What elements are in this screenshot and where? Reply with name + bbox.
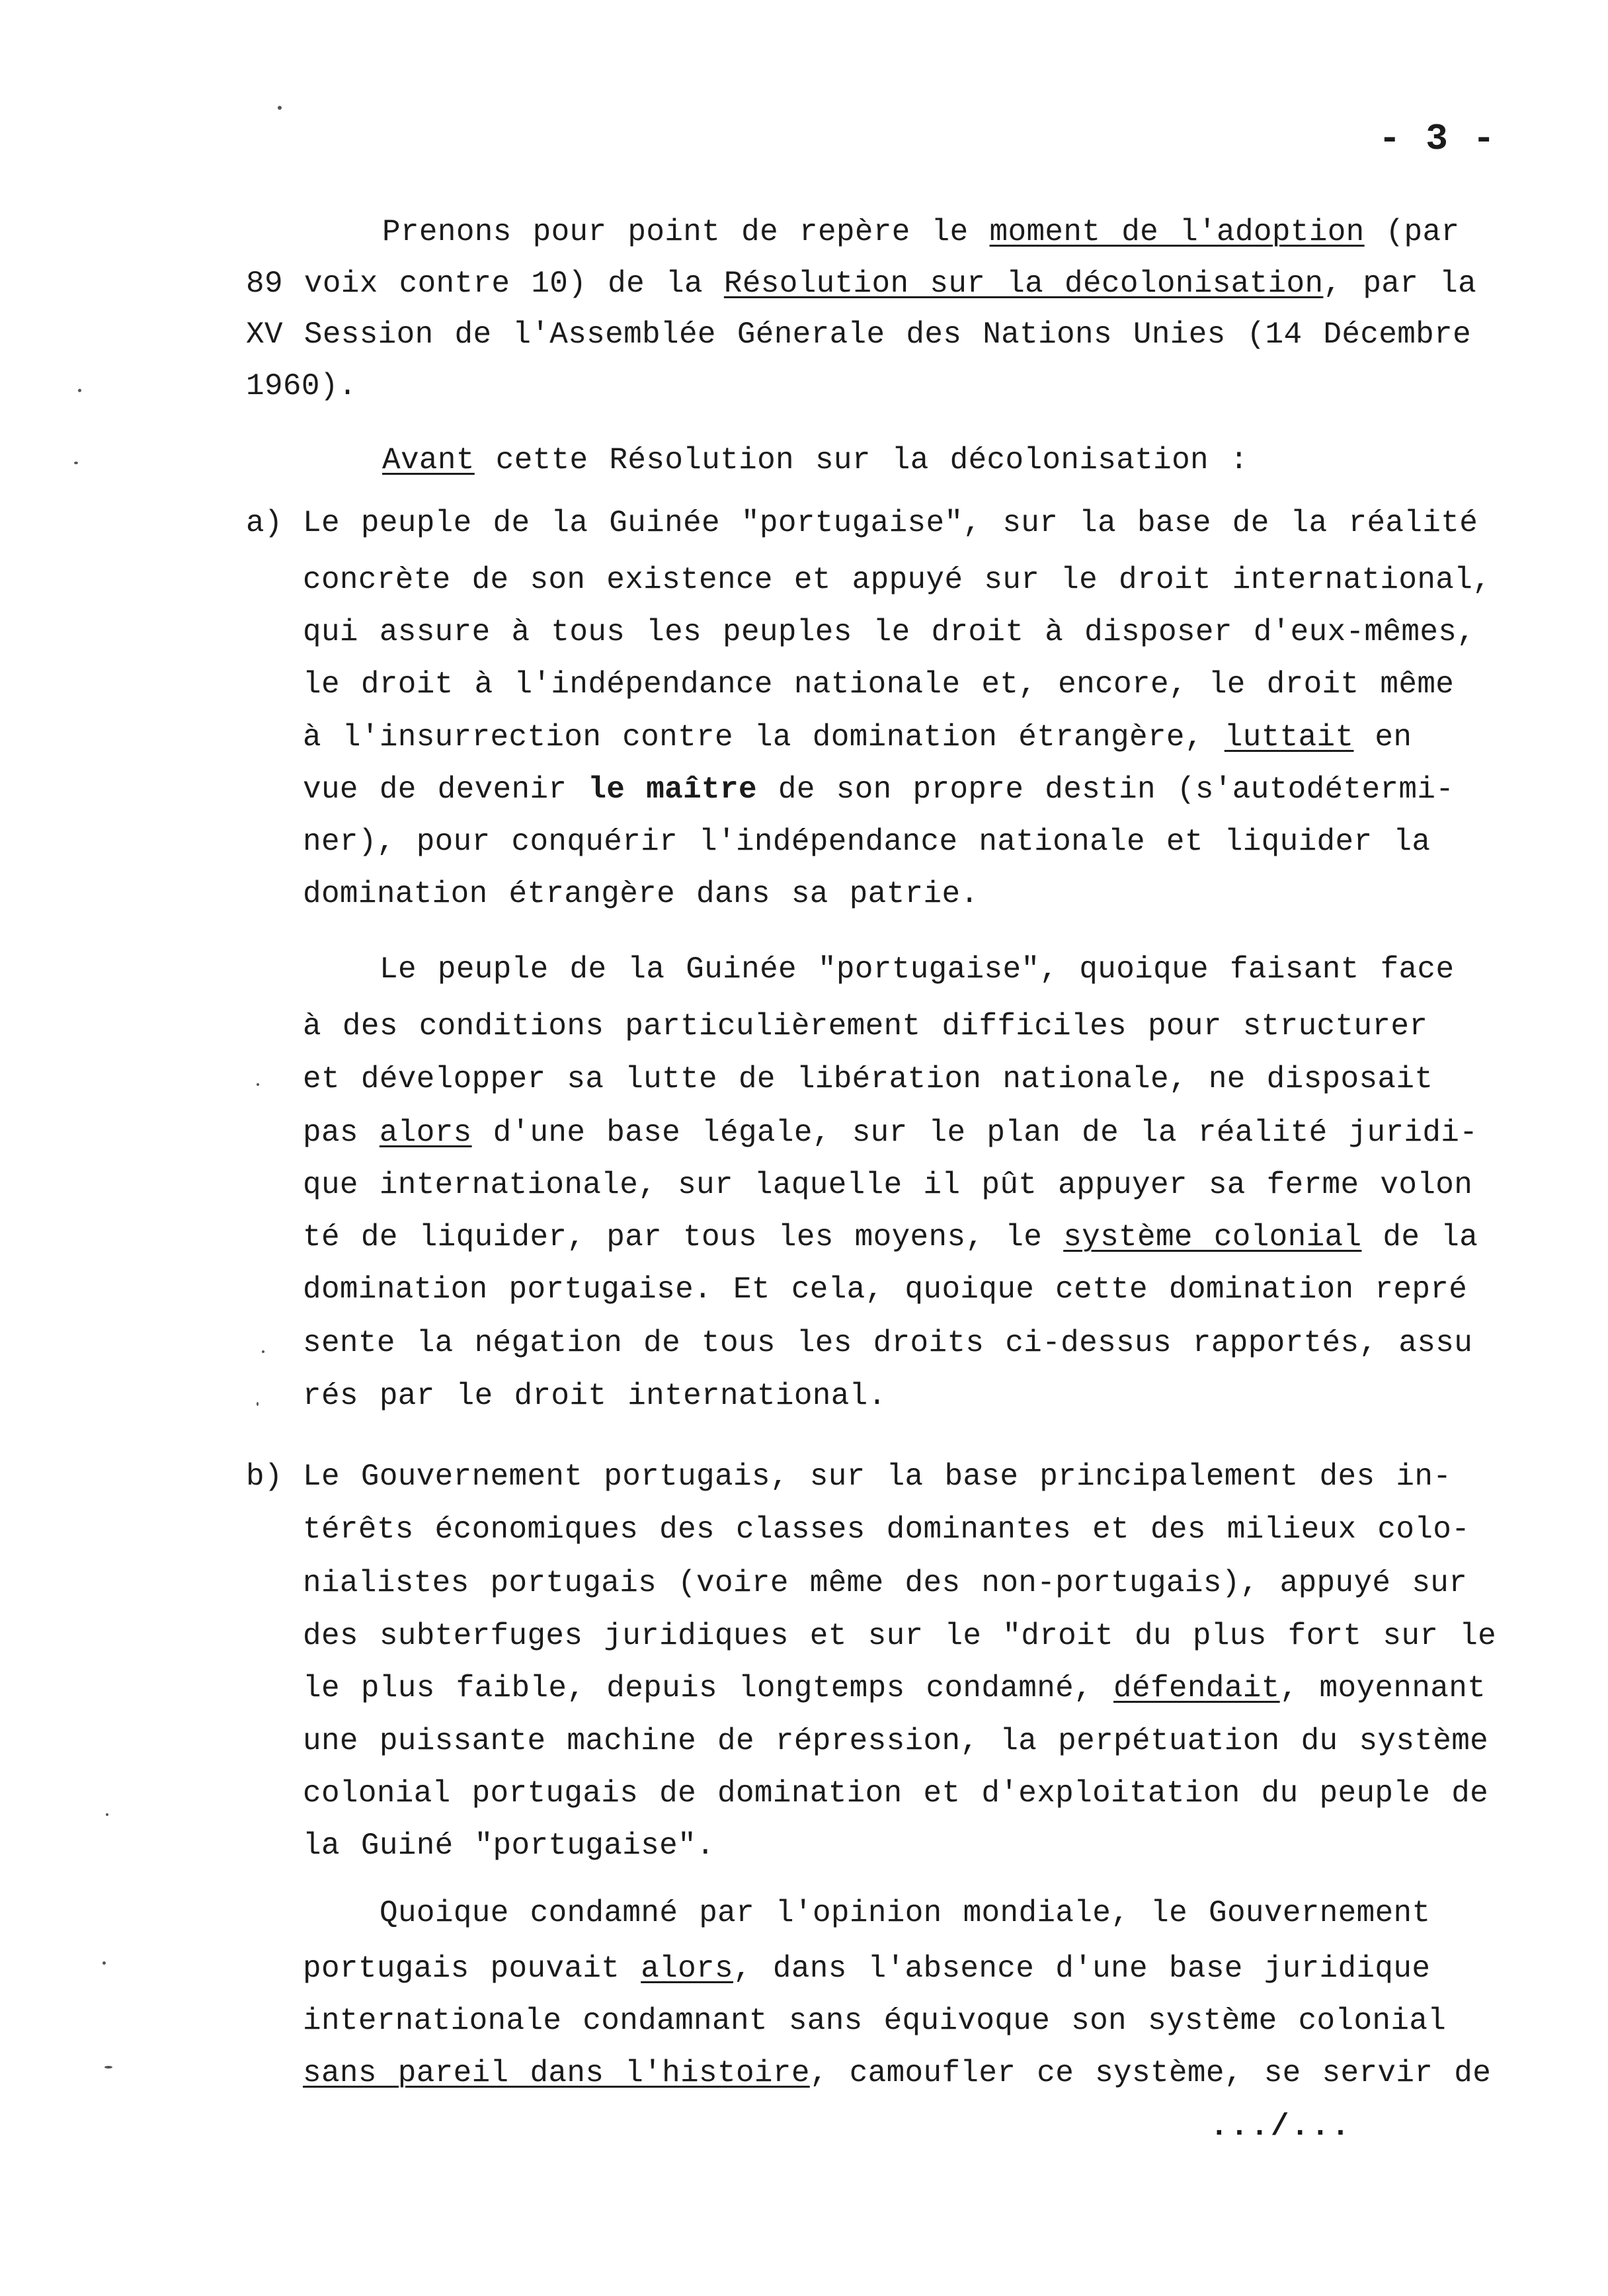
scan-speck <box>262 1350 264 1353</box>
underlined-alors-2: alors <box>641 1951 733 1986</box>
underlined-sans-pareil: sans pareil dans l'histoire <box>303 2056 810 2090</box>
underlined-avant: Avant <box>382 443 475 477</box>
para-a2-line-6: té de liquider, par tous les moyens, le système colonial de la <box>303 1220 1478 1254</box>
scan-speck <box>257 1083 259 1086</box>
item-b-line-1: Le Gouvernement portugais, sur la base principalement des in- <box>303 1459 1452 1494</box>
item-a-label: a) <box>246 506 283 540</box>
scan-speck <box>102 1961 106 1965</box>
item-a-line-5: à l'insurrection contre la domination étrangère, luttait en <box>303 720 1412 755</box>
item-b-line-8: la Guiné "portugaise". <box>303 1828 715 1863</box>
item-a-line-1: Le peuple de la Guinée "portugaise", sur la base de la réalité <box>303 506 1478 540</box>
para-b2-line-3: internationale condamnant sans équivoque son système colonial <box>303 2004 1447 2038</box>
para-a2-line-9: rés par le droit international. <box>303 1379 887 1413</box>
item-a-line-8: domination étrangère dans sa patrie. <box>303 877 979 911</box>
scan-speck <box>106 1813 108 1816</box>
item-b-line-2: térêts économiques des classes dominantes et des milieux colo- <box>303 1512 1470 1547</box>
underlined-luttait: luttait <box>1224 720 1354 755</box>
item-a-line-2: concrète de son existence et appuyé sur le droit international, <box>303 563 1492 597</box>
para-a2-line-7: domination portugaise. Et cela, quoique cette domination repré <box>303 1272 1468 1307</box>
para-a2-line-5: que internationale, sur laquelle il pût appuyer sa ferme volon <box>303 1168 1473 1202</box>
para-a2-line-3: et développer sa lutte de libération nationale, ne disposait <box>303 1062 1433 1096</box>
intro-line-2: 89 voix contre 10) de la Résolution sur la décolonisation, par la <box>246 266 1477 301</box>
scan-speck <box>104 2066 112 2069</box>
continuation-mark: .../... <box>1210 2110 1352 2144</box>
para-a2-line-8: sente la négation de tous les droits ci-dessus rapportés, assu <box>303 1326 1473 1360</box>
intro-line-1: Prenons pour point de repère le moment de l'adoption (par <box>382 215 1460 249</box>
underlined-resolution-title: Résolution sur la décolonisation <box>723 266 1324 301</box>
item-a-line-6: vue de devenir le maître de son propre destin (s'autodétermi- <box>303 772 1455 807</box>
para-b2-line-2: portugais pouvait alors, dans l'absence d'une base juridique <box>303 1951 1431 1986</box>
item-b-line-3: nialistes portugais (voire même des non-portugais), appuyé sur <box>303 1566 1468 1600</box>
para-a2-line-1: Le peuple de la Guinée "portugaise", quoique faisant face <box>380 952 1455 987</box>
intro-line-3: XV Session de l'Assemblée Génerale des Nations Unies (14 Décembre <box>246 317 1472 352</box>
item-b-line-4: des subterfuges juridiques et sur le "droit du plus fort sur le <box>303 1619 1497 1653</box>
underlined-alors: alors <box>379 1116 472 1150</box>
underlined-defendait: défendait <box>1113 1671 1280 1705</box>
para-a2-line-4: pas alors d'une base légale, sur le plan de la réalité juridi- <box>303 1116 1478 1150</box>
intro-line-4: 1960). <box>246 369 357 403</box>
scan-speck <box>257 1402 259 1406</box>
page-number: - 3 - <box>1379 118 1497 160</box>
underlined-systeme-colonial: système colonial <box>1063 1220 1362 1254</box>
underlined-moment-adoption: moment de l'adoption <box>989 215 1365 249</box>
item-a-line-3: qui assure à tous les peuples le droit à disposer d'eux-mêmes, <box>303 615 1476 649</box>
scan-speck <box>74 462 78 464</box>
item-b-line-7: colonial portugais de domination et d'exploitation du peuple de <box>303 1776 1489 1811</box>
scan-speck <box>78 389 81 392</box>
bold-le-maitre: le maître <box>588 772 757 807</box>
item-b-line-5: le plus faible, depuis longtemps condamné, défendait, moyennant <box>303 1671 1486 1705</box>
item-b-label: b) <box>246 1459 283 1494</box>
para-b2-line-4: sans pareil dans l'histoire, camoufler ce système, se servir de <box>303 2056 1492 2090</box>
para-b2-line-1: Quoique condamné par l'opinion mondiale, le Gouvernement <box>380 1896 1431 1930</box>
item-a-line-7: ner), pour conquérir l'indépendance nationale et liquider la <box>303 825 1431 859</box>
scan-speck <box>278 106 282 110</box>
para-a2-line-2: à des conditions particulièrement difficiles pour structurer <box>303 1009 1428 1044</box>
item-a-line-4: le droit à l'indépendance nationale et, encore, le droit même <box>303 667 1455 702</box>
avant-heading: Avant cette Résolution sur la décolonisation : <box>382 443 1248 477</box>
item-b-line-6: une puissante machine de répression, la perpétuation du système <box>303 1724 1489 1758</box>
